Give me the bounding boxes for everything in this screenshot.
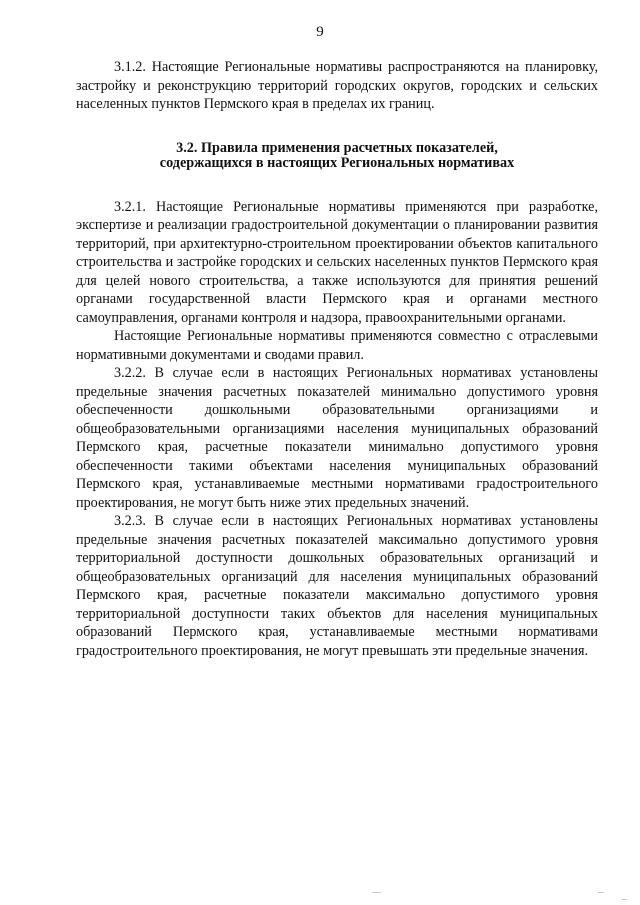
page-number: 9: [316, 24, 324, 40]
section-heading: [76, 141, 598, 172]
section-heading-line-1: 3.2. Правила применения расчетных показателей,: [176, 139, 498, 156]
paragraph-3-2-3: 3.2.3. В случае если в настоящих Региональных нормативах установлены предельные значения расчетных показателей максимально допустимого уровня территориальной доступности дошкольных образовательных организаций и общеобразовательных организаций для населения муниципальных образований Пермского края, расчетные показатели максимально допустимого уровня территориальной доступности таких объектов для населения муниципальных образований Пермского края, устанавливаемые местными нормативами градостроительного проектирования, не могут превышать эти предельные значения.: [76, 513, 598, 659]
section-heading-line-2: содержащихся в настоящих Региональных нормативах: [159, 155, 515, 171]
paragraph-3-2-2: 3.2.2. В случае если в настоящих Региональных нормативах установлены предельные значения расчетных показателей минимально допустимого уровня обеспеченности дошкольными образовательными организациями и общеобразовательными организациями населения муниципальных образований Пермского края, расчетные показатели минимально допустимого уровня обеспеченности такими объектами населения муниципальных образований Пермского края, устанавливаемые местными нормативами градостроительного проектирования, не могут быть ниже этих предельных значений.: [76, 365, 598, 511]
scan-speck-3: [622, 899, 627, 900]
paragraph-joint-application: Настоящие Региональные нормативы применяются совместно с отраслевыми нормативными документами и сводами правил.: [76, 328, 598, 363]
scan-speck-1: [372, 892, 381, 893]
paragraph-3-2-1: 3.2.1. Настоящие Региональные нормативы применяются при разработке, экспертизе и реализации градостроительной документации о планировании развития территорий, при архитектурно-строительном проектировании объектов капитального строительства и застройке городских и сельских населенных пунктов Пермского края для целей нового строительства, а также используются для принятия решений органами государственной власти Пермского края и органами местного самоуправления, органами контроля и надзора, правоохранительными органами.: [76, 198, 598, 326]
paragraph-3-1-2: 3.1.2. Настоящие Региональные нормативы распространяются на планировку, застройку и реконструкцию территорий городских округов, городских и сельских населенных пунктов Пермского края в пределах их границ.: [76, 59, 598, 112]
scan-speck-2: [598, 892, 604, 893]
document-body: [76, 58, 598, 660]
